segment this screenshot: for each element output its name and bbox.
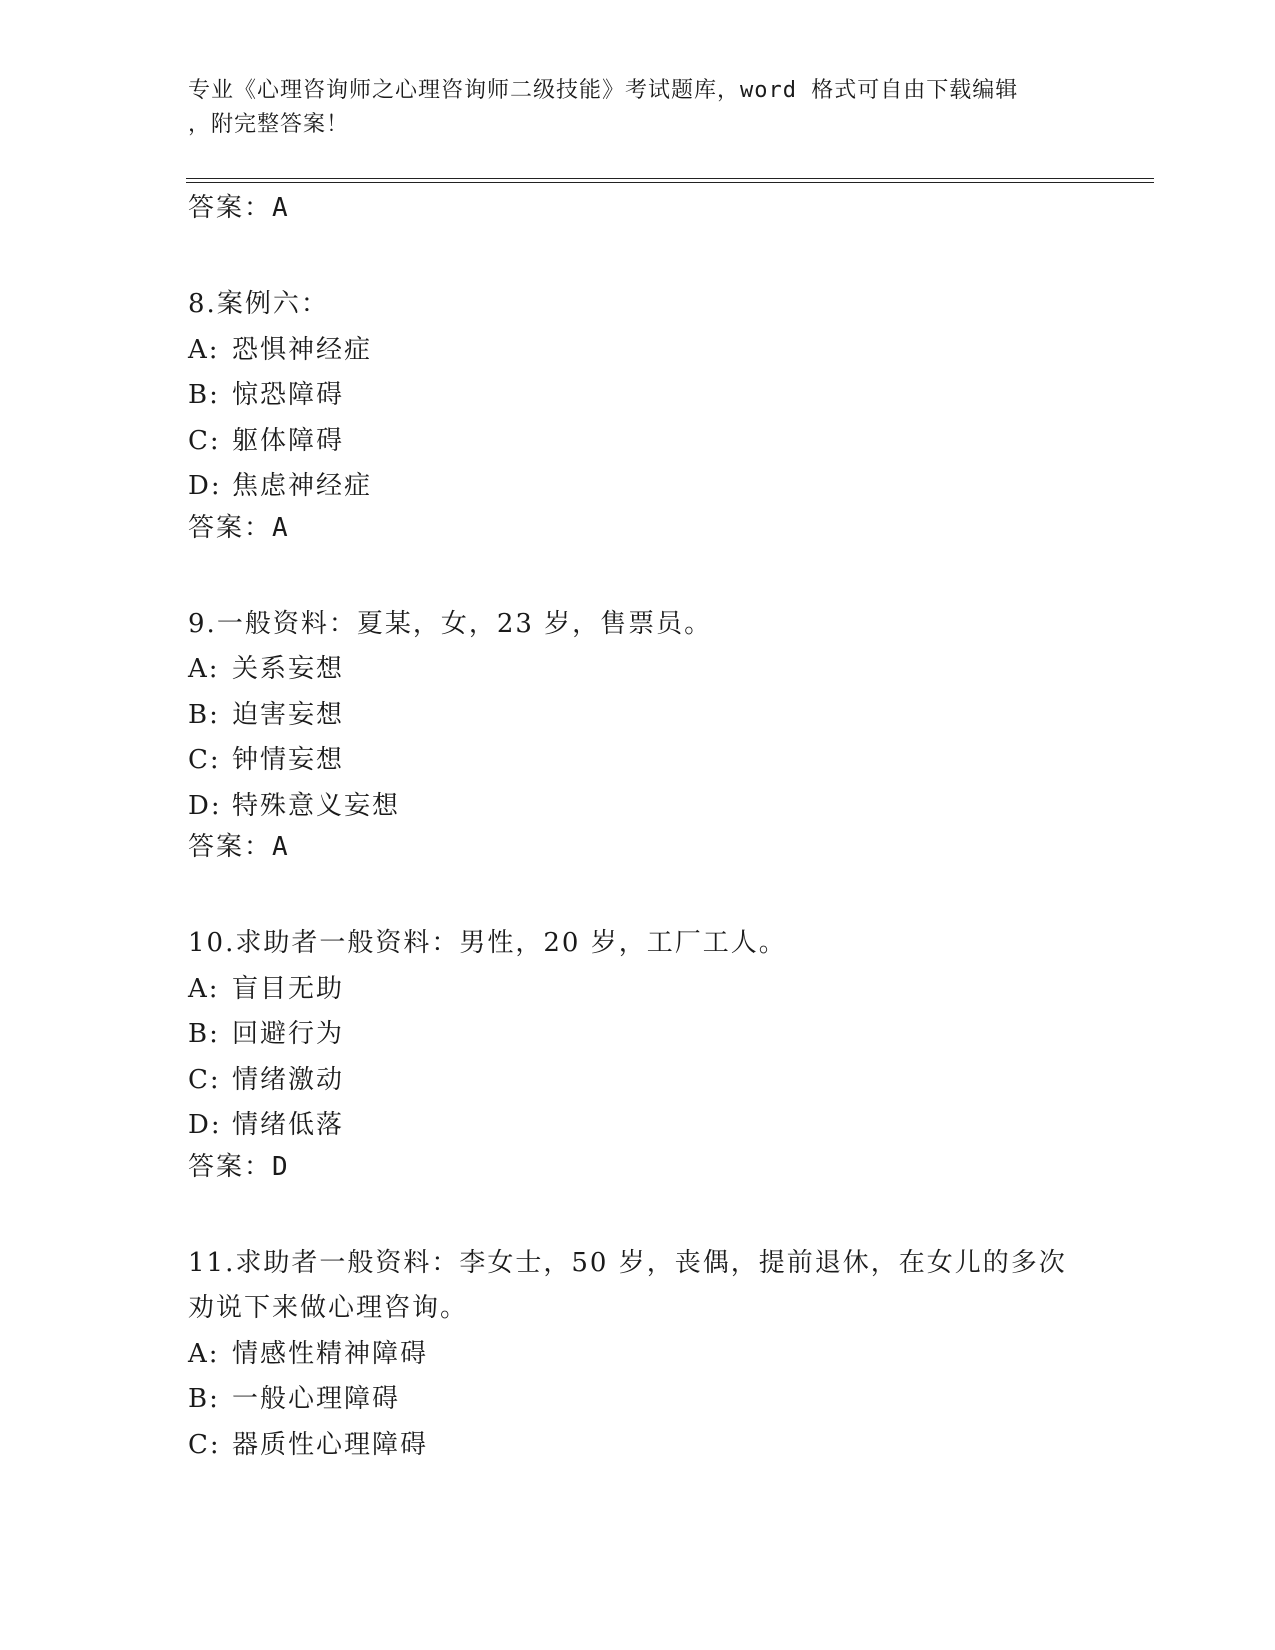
option-key: D: — [188, 790, 222, 821]
answer-line: 答案：A — [188, 512, 290, 543]
option-text: 情感性精神障碍 — [232, 1338, 429, 1369]
option-key: D: — [188, 1110, 222, 1140]
option-a — [188, 1332, 1108, 1378]
question-text — [188, 1241, 1108, 1287]
option-c — [188, 1058, 1108, 1104]
option-c — [188, 419, 1108, 465]
header-line-1: 专业《心理咨询师之心理咨询师二级技能》考试题库，word 格式可自由下载编辑 — [188, 78, 1019, 103]
option-key: A: — [188, 1338, 220, 1369]
question-body: 一般资料：夏某，女，23 岁，售票员。 — [216, 608, 713, 639]
option-key: C: — [188, 745, 221, 775]
option-text: 盲目无助 — [232, 973, 345, 1004]
question-text — [188, 602, 1108, 648]
question-body: 案例六： — [216, 289, 329, 319]
option-text: 钟情妄想 — [232, 745, 345, 775]
question-item — [188, 1241, 1108, 1469]
option-text: 关系妄想 — [232, 654, 345, 684]
option-text: 特殊意义妄想 — [232, 790, 401, 821]
question-item — [188, 602, 1108, 874]
question-text — [188, 921, 1108, 967]
option-text: 恐惧神经症 — [232, 334, 373, 365]
question-body: 求助者一般资料：男性，20 岁，工厂工人。 — [235, 928, 787, 958]
option-key: C: — [188, 425, 221, 456]
header-line-2: ，附完整答案！ — [188, 112, 350, 137]
header-rule-bottom — [186, 182, 1154, 183]
option-text: 惊恐障碍 — [232, 380, 345, 410]
option-a — [188, 647, 1108, 693]
option-text: 器质性心理障碍 — [232, 1429, 429, 1460]
option-key: A: — [188, 334, 220, 365]
question-body-line-2: 劝说下来做心理咨询。 — [188, 1293, 469, 1323]
question-list — [188, 190, 1108, 1468]
page-header — [188, 74, 1088, 142]
answer-line: 答案：D — [188, 1151, 290, 1182]
option-c — [188, 1423, 1108, 1469]
option-text: 情绪激动 — [232, 1064, 345, 1095]
question-number: 9. — [188, 608, 217, 639]
option-text: 躯体障碍 — [232, 425, 345, 456]
option-text: 一般心理障碍 — [232, 1384, 401, 1414]
option-key: B: — [188, 1384, 220, 1414]
option-key: C: — [188, 1064, 221, 1095]
header-rule-top — [186, 178, 1154, 179]
option-a — [188, 328, 1108, 374]
option-text: 回避行为 — [232, 1019, 345, 1049]
option-text: 焦虑神经症 — [232, 471, 373, 501]
option-key: B: — [188, 699, 220, 730]
option-key: C: — [188, 1429, 221, 1460]
question-body-line-1: 求助者一般资料：李女士，50 岁，丧偶，提前退休，在女儿的多次 — [235, 1247, 1067, 1278]
option-key: A: — [188, 973, 220, 1004]
option-key: B: — [188, 1019, 220, 1049]
option-d — [188, 1103, 1108, 1149]
option-text: 迫害妄想 — [232, 699, 345, 730]
question-number: 10. — [188, 928, 236, 958]
option-key: B: — [188, 380, 220, 410]
option-b — [188, 1377, 1108, 1423]
option-b — [188, 1012, 1108, 1058]
question-item — [188, 921, 1108, 1193]
option-c — [188, 738, 1108, 784]
question-item — [188, 282, 1108, 554]
option-d — [188, 464, 1108, 510]
question-number: 11. — [188, 1247, 236, 1278]
option-text: 情绪低落 — [232, 1110, 345, 1140]
answer-line: 答案：A — [188, 193, 290, 223]
option-d — [188, 784, 1108, 830]
option-key: A: — [188, 654, 220, 684]
option-b — [188, 373, 1108, 419]
option-b — [188, 693, 1108, 739]
option-a — [188, 967, 1108, 1013]
answer-line: 答案：A — [188, 832, 290, 862]
question-number: 8. — [188, 289, 217, 319]
question-text — [188, 282, 1108, 328]
option-key: D: — [188, 471, 222, 501]
